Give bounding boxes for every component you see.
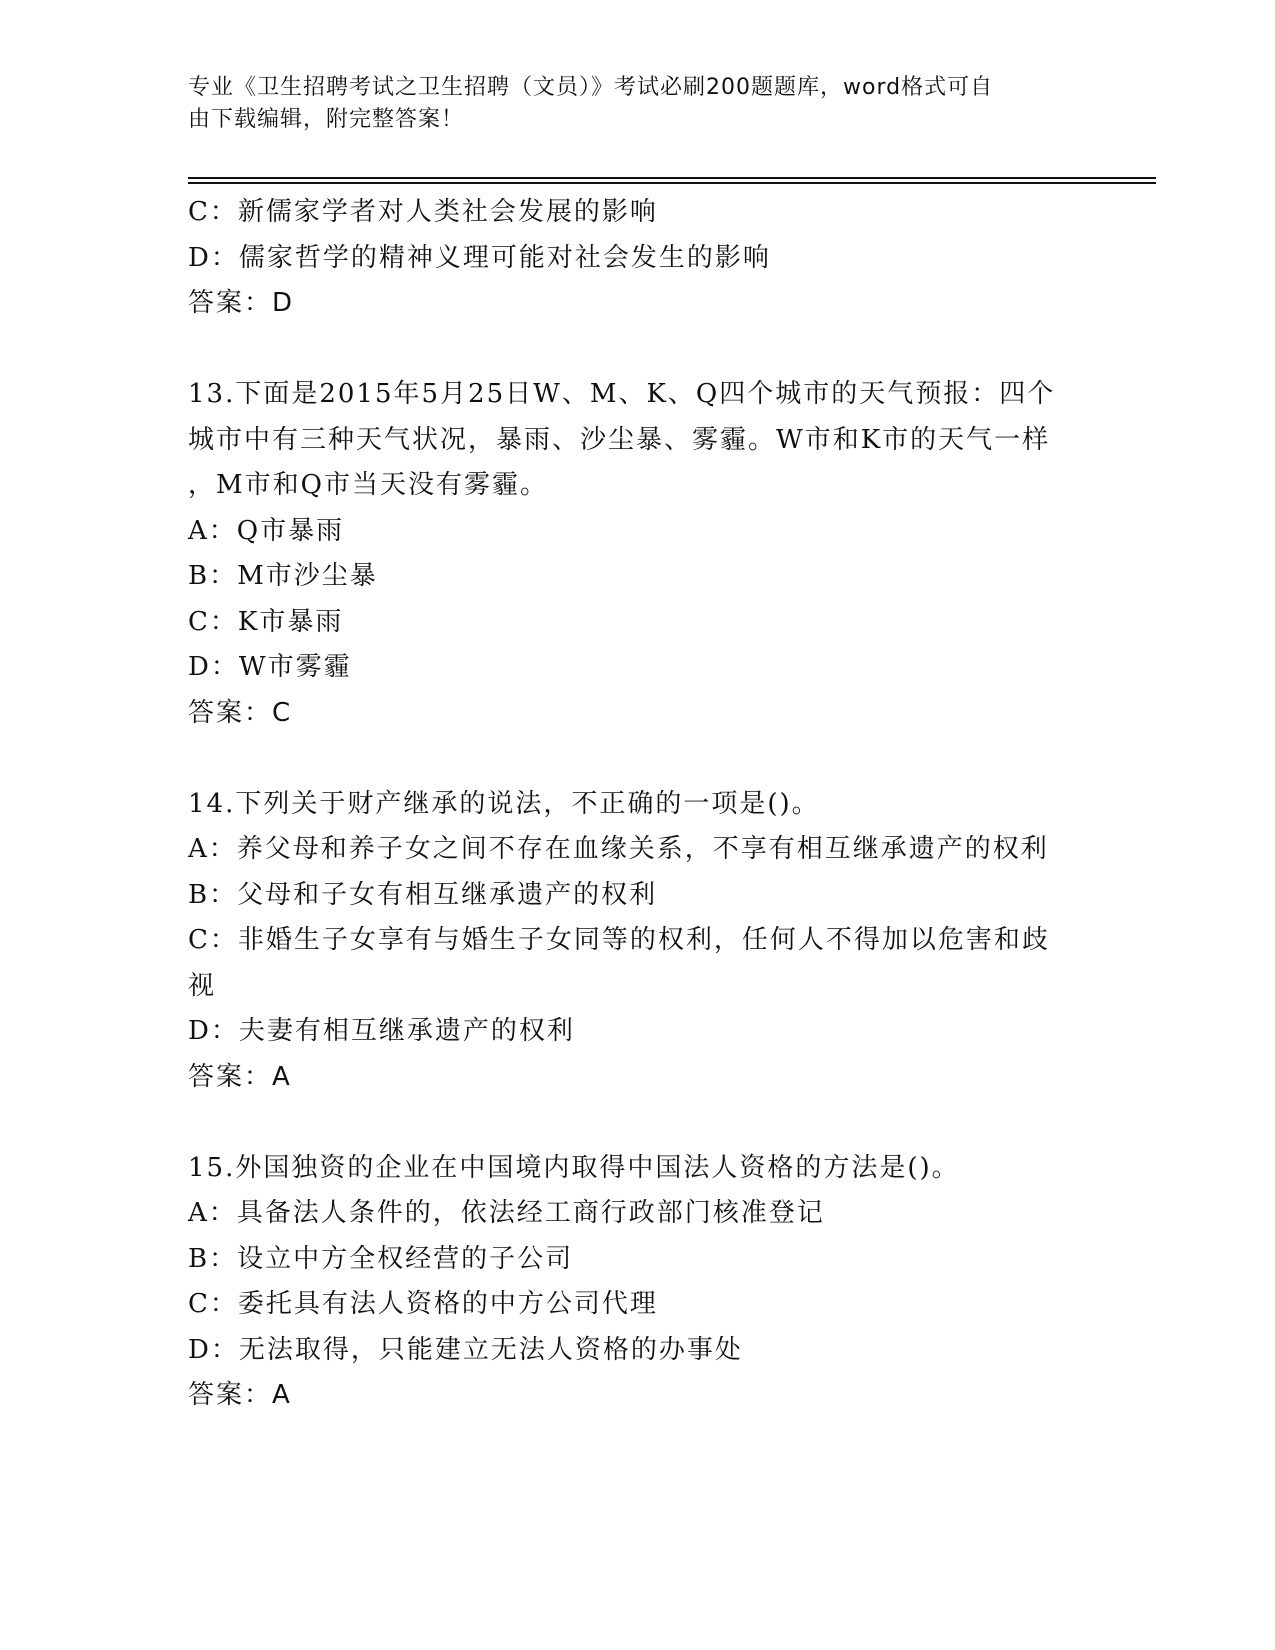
option-c: C：新儒家学者对人类社会发展的影响 — [188, 197, 658, 227]
header-divider-bottom — [188, 182, 1156, 184]
header-line-2: 由下载编辑，附完整答案！ — [188, 107, 465, 132]
option-a: A：养父母和养子女之间不存在血缘关系，不享有相互继承遗产的权利 — [188, 834, 1049, 864]
option-d: D：W市雾霾 — [188, 652, 352, 682]
answer-line: 答案：D — [188, 288, 295, 318]
option-c-continuation: 视 — [188, 970, 217, 1001]
answer-line: 答案：A — [188, 1061, 292, 1092]
option-a: A：具备法人条件的，依法经工商行政部门核准登记 — [188, 1198, 825, 1228]
option-b: B：父母和子女有相互继承遗产的权利 — [188, 879, 658, 910]
question-stem-line: 14.下列关于财产继承的说法，不正确的一项是()。 — [188, 788, 820, 819]
option-c: C：K市暴雨 — [188, 606, 344, 637]
spacer — [188, 736, 1088, 782]
spacer — [188, 1100, 1088, 1146]
option-b: B：M市沙尘暴 — [188, 561, 378, 591]
question-12-continuation — [188, 190, 1088, 327]
option-a: A：Q市暴雨 — [188, 515, 345, 546]
question-14 — [188, 782, 1088, 1101]
option-d: D：儒家哲学的精神义理可能对社会发生的影响 — [188, 242, 771, 273]
answer-line: 答案：C — [188, 697, 293, 728]
header-line-1: 专业《卫生招聘考试之卫生招聘（文员）》考试必刷200题题库，word格式可自 — [188, 75, 994, 100]
option-d: D：无法取得，只能建立无法人资格的办事处 — [188, 1334, 743, 1365]
option-c: C：委托具有法人资格的中方公司代理 — [188, 1289, 658, 1319]
option-d: D：夫妻有相互继承遗产的权利 — [188, 1016, 575, 1046]
question-stem-line: ，M市和Q市当天没有雾霾。 — [188, 470, 548, 500]
question-13 — [188, 372, 1088, 736]
answer-line: 答案：A — [188, 1380, 292, 1410]
option-b: B：设立中方全权经营的子公司 — [188, 1243, 574, 1274]
question-stem-line: 15.外国独资的企业在中国境内取得中国法人资格的方法是()。 — [188, 1152, 960, 1183]
question-15 — [188, 1146, 1088, 1419]
question-content — [188, 190, 1088, 1419]
question-stem-line: 城市中有三种天气状况，暴雨、沙尘暴、雾霾。W市和K市的天气一样 — [188, 424, 1051, 455]
spacer — [188, 327, 1088, 373]
option-c: C：非婚生子女享有与婚生子女同等的权利，任何人不得加以危害和歧 — [188, 925, 1050, 955]
document-header — [188, 72, 1068, 136]
question-stem-line: 13.下面是2015年5月25日W、M、K、Q四个城市的天气预报：四个 — [188, 379, 1056, 409]
header-divider-top — [188, 177, 1156, 179]
